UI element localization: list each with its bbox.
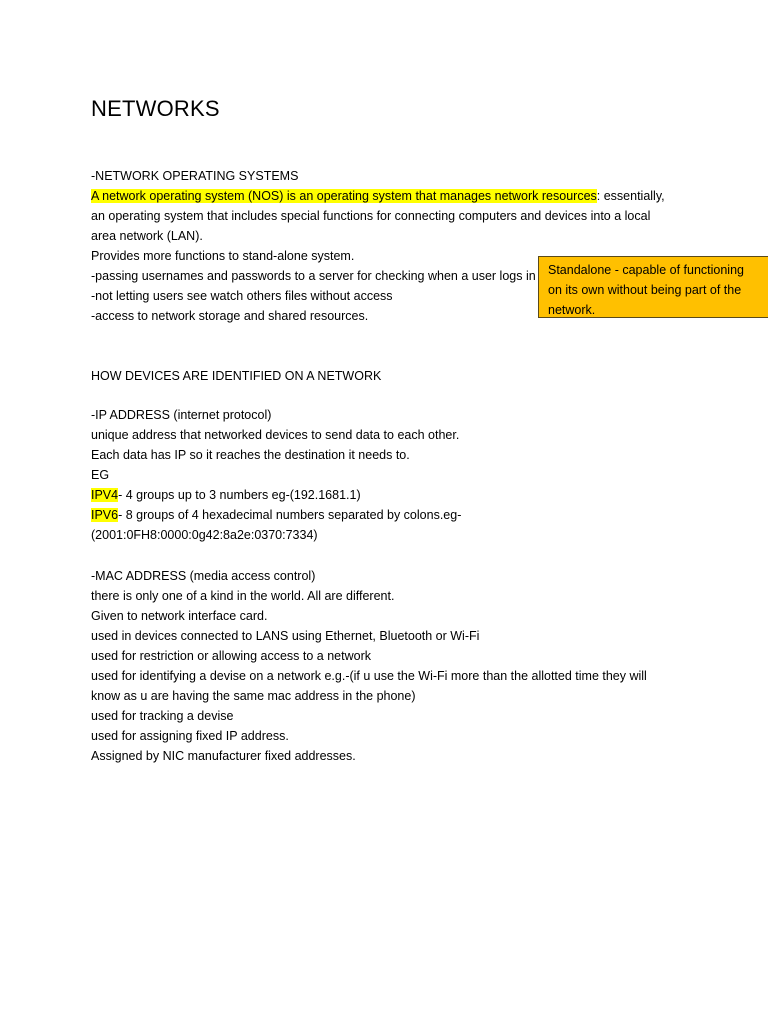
ipv6-line <box>91 505 691 525</box>
identify-heading: HOW DEVICES ARE IDENTIFIED ON A NETWORK <box>91 369 382 383</box>
mac-line: used for identifying a devise on a network e.g.-(if u use the Wi-Fi more than the allotted time they will <box>91 669 647 683</box>
ipv4-line <box>91 485 691 505</box>
mac-line: used for tracking a devise <box>91 709 234 723</box>
ip-line: Each data has IP so it reaches the destination it needs to. <box>91 448 410 462</box>
mac-line: used for restriction or allowing access to a network <box>91 649 371 663</box>
identify-section <box>91 366 691 386</box>
nos-line: an operating system that includes special functions for connecting computers and devices into a local <box>91 209 651 223</box>
mac-line: there is only one of a kind in the world. All are different. <box>91 589 395 603</box>
comment-text: Standalone - capable of functioning on its own without being part of the network. <box>548 263 744 317</box>
nos-definition-highlight: A network operating system (NOS) is an operating system that manages network resources <box>91 189 597 203</box>
mac-line: Given to network interface card. <box>91 609 268 623</box>
mac-heading: -MAC ADDRESS (media access control) <box>91 569 316 583</box>
mac-line: know as u are having the same mac address in the phone) <box>91 689 416 703</box>
nos-line: area network (LAN). <box>91 229 203 243</box>
mac-line: used for assigning fixed IP address. <box>91 729 289 743</box>
ip-eg: EG <box>91 468 110 482</box>
ipv4-description: - 4 groups up to 3 numbers eg-(192.1681.1) <box>118 488 361 502</box>
nos-heading: -NETWORK OPERATING SYSTEMS <box>91 169 299 183</box>
ip-section <box>91 405 691 545</box>
mac-line: used in devices connected to LANS using Ethernet, Bluetooth or Wi-Fi <box>91 629 480 643</box>
nos-line: -not letting users see watch others files without access <box>91 289 393 303</box>
ipv6-example: (2001:0FH8:0000:0g42:8a2e:0370:7334) <box>91 528 318 542</box>
mac-line: Assigned by NIC manufacturer fixed addresses. <box>91 749 356 763</box>
ip-heading: -IP ADDRESS (internet protocol) <box>91 408 272 422</box>
nos-definition-rest: : essentially, <box>596 189 665 203</box>
ipv4-label: IPV4 <box>91 488 119 502</box>
standalone-comment-box <box>538 256 768 318</box>
mac-section <box>91 566 691 766</box>
nos-line: -access to network storage and shared resources. <box>91 309 369 323</box>
ipv6-label: IPV6 <box>91 508 119 522</box>
nos-line: Provides more functions to stand-alone system. <box>91 249 355 263</box>
nos-definition <box>91 186 691 206</box>
page-title: NETWORKS <box>91 96 220 121</box>
ip-line: unique address that networked devices to send data to each other. <box>91 428 460 442</box>
nos-line: -passing usernames and passwords to a server for checking when a user logs in <box>91 269 536 283</box>
ipv6-description: - 8 groups of 4 hexadecimal numbers separated by colons.eg- <box>118 508 462 522</box>
